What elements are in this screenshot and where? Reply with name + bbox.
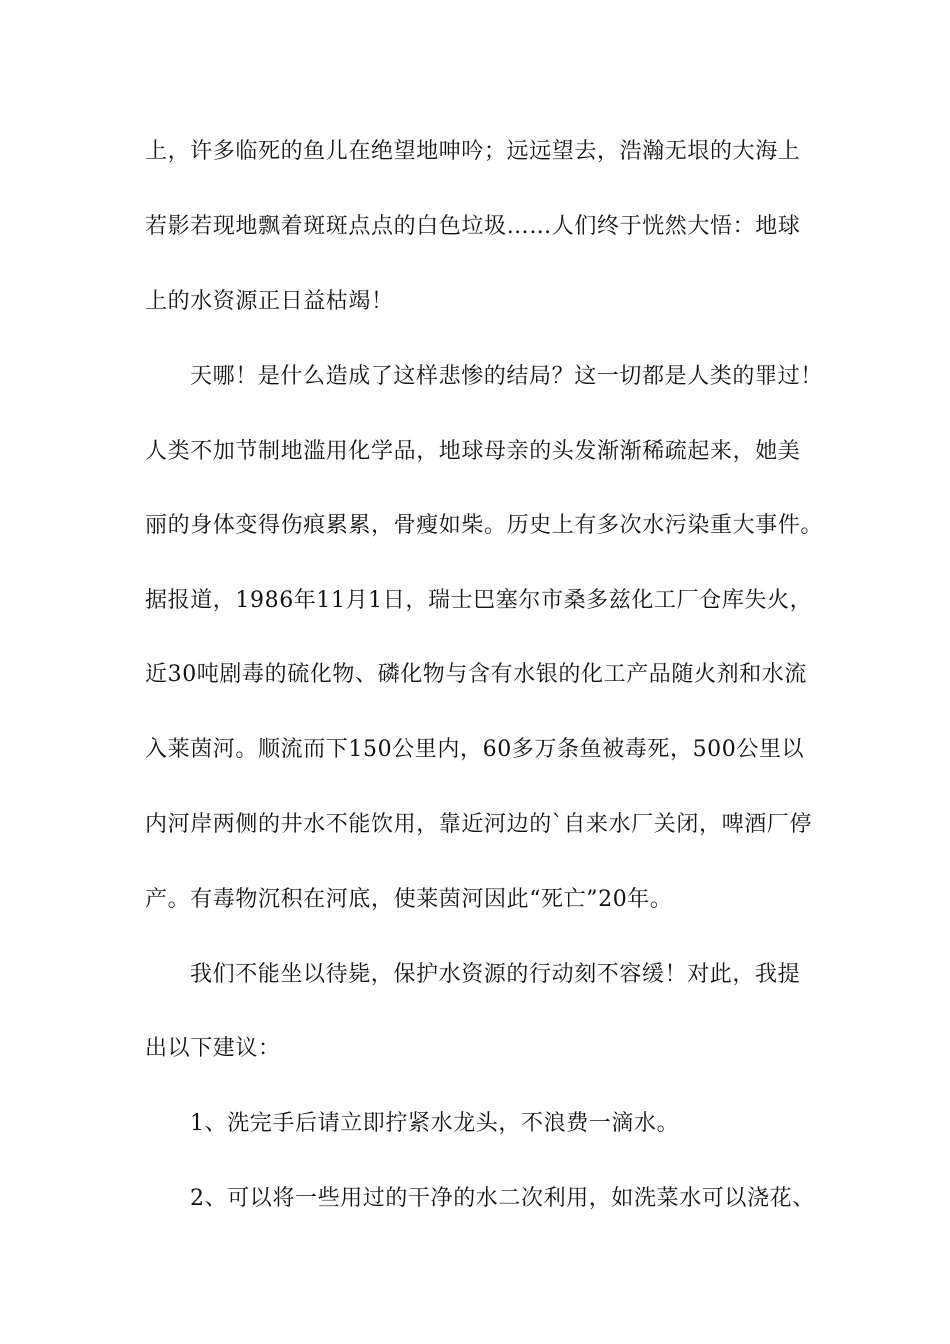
text-line-2: 若影若现地飘着斑斑点点的白色垃圾……人们终于恍然大悟：地球 <box>145 214 801 239</box>
text-line-3: 上的水资源正日益枯竭！ <box>145 289 394 314</box>
text-line-7: 据报道，1986年11月1日，瑞士巴塞尔市桑多兹化工厂仓库失火， <box>145 588 813 613</box>
text-line-6: 丽的身体变得伤痕累累，骨瘦如柴。历史上有多次水污染重大事件。 <box>145 513 824 538</box>
text-line-12: 我们不能坐以待毙，保护水资源的行动刻不容缓！对此，我提 <box>190 962 801 987</box>
text-line-15: 2、可以将一些用过的干净的水二次利用，如洗菜水可以浇花、 <box>190 1186 815 1211</box>
text-line-4: 天哪！是什么造成了这样悲惨的结局？这一切都是人类的罪过！ <box>190 364 823 389</box>
text-line-8: 近30吨剧毒的硫化物、磷化物与含有水银的化工产品随火剂和水流 <box>145 662 807 687</box>
text-line-1: 上，许多临死的鱼儿在绝望地呻吟；远远望去，浩瀚无垠的大海上 <box>145 139 801 164</box>
text-line-13: 出以下建议： <box>145 1036 281 1061</box>
text-line-11: 产。有毒物沉积在河底，使莱茵河因此“死亡”20年。 <box>145 887 673 912</box>
text-line-9: 入莱茵河。顺流而下150公里内，60多万条鱼被毒死，500公里以 <box>145 737 805 762</box>
text-line-14: 1、洗完手后请立即拧紧水龙头，不浪费一滴水。 <box>190 1111 680 1136</box>
text-line-5: 人类不加节制地滥用化学品，地球母亲的头发渐渐稀疏起来，她美 <box>145 439 801 464</box>
text-line-10: 内河岸两侧的井水不能饮用，靠近河边的`自来水厂关闭，啤酒厂停 <box>145 812 813 837</box>
